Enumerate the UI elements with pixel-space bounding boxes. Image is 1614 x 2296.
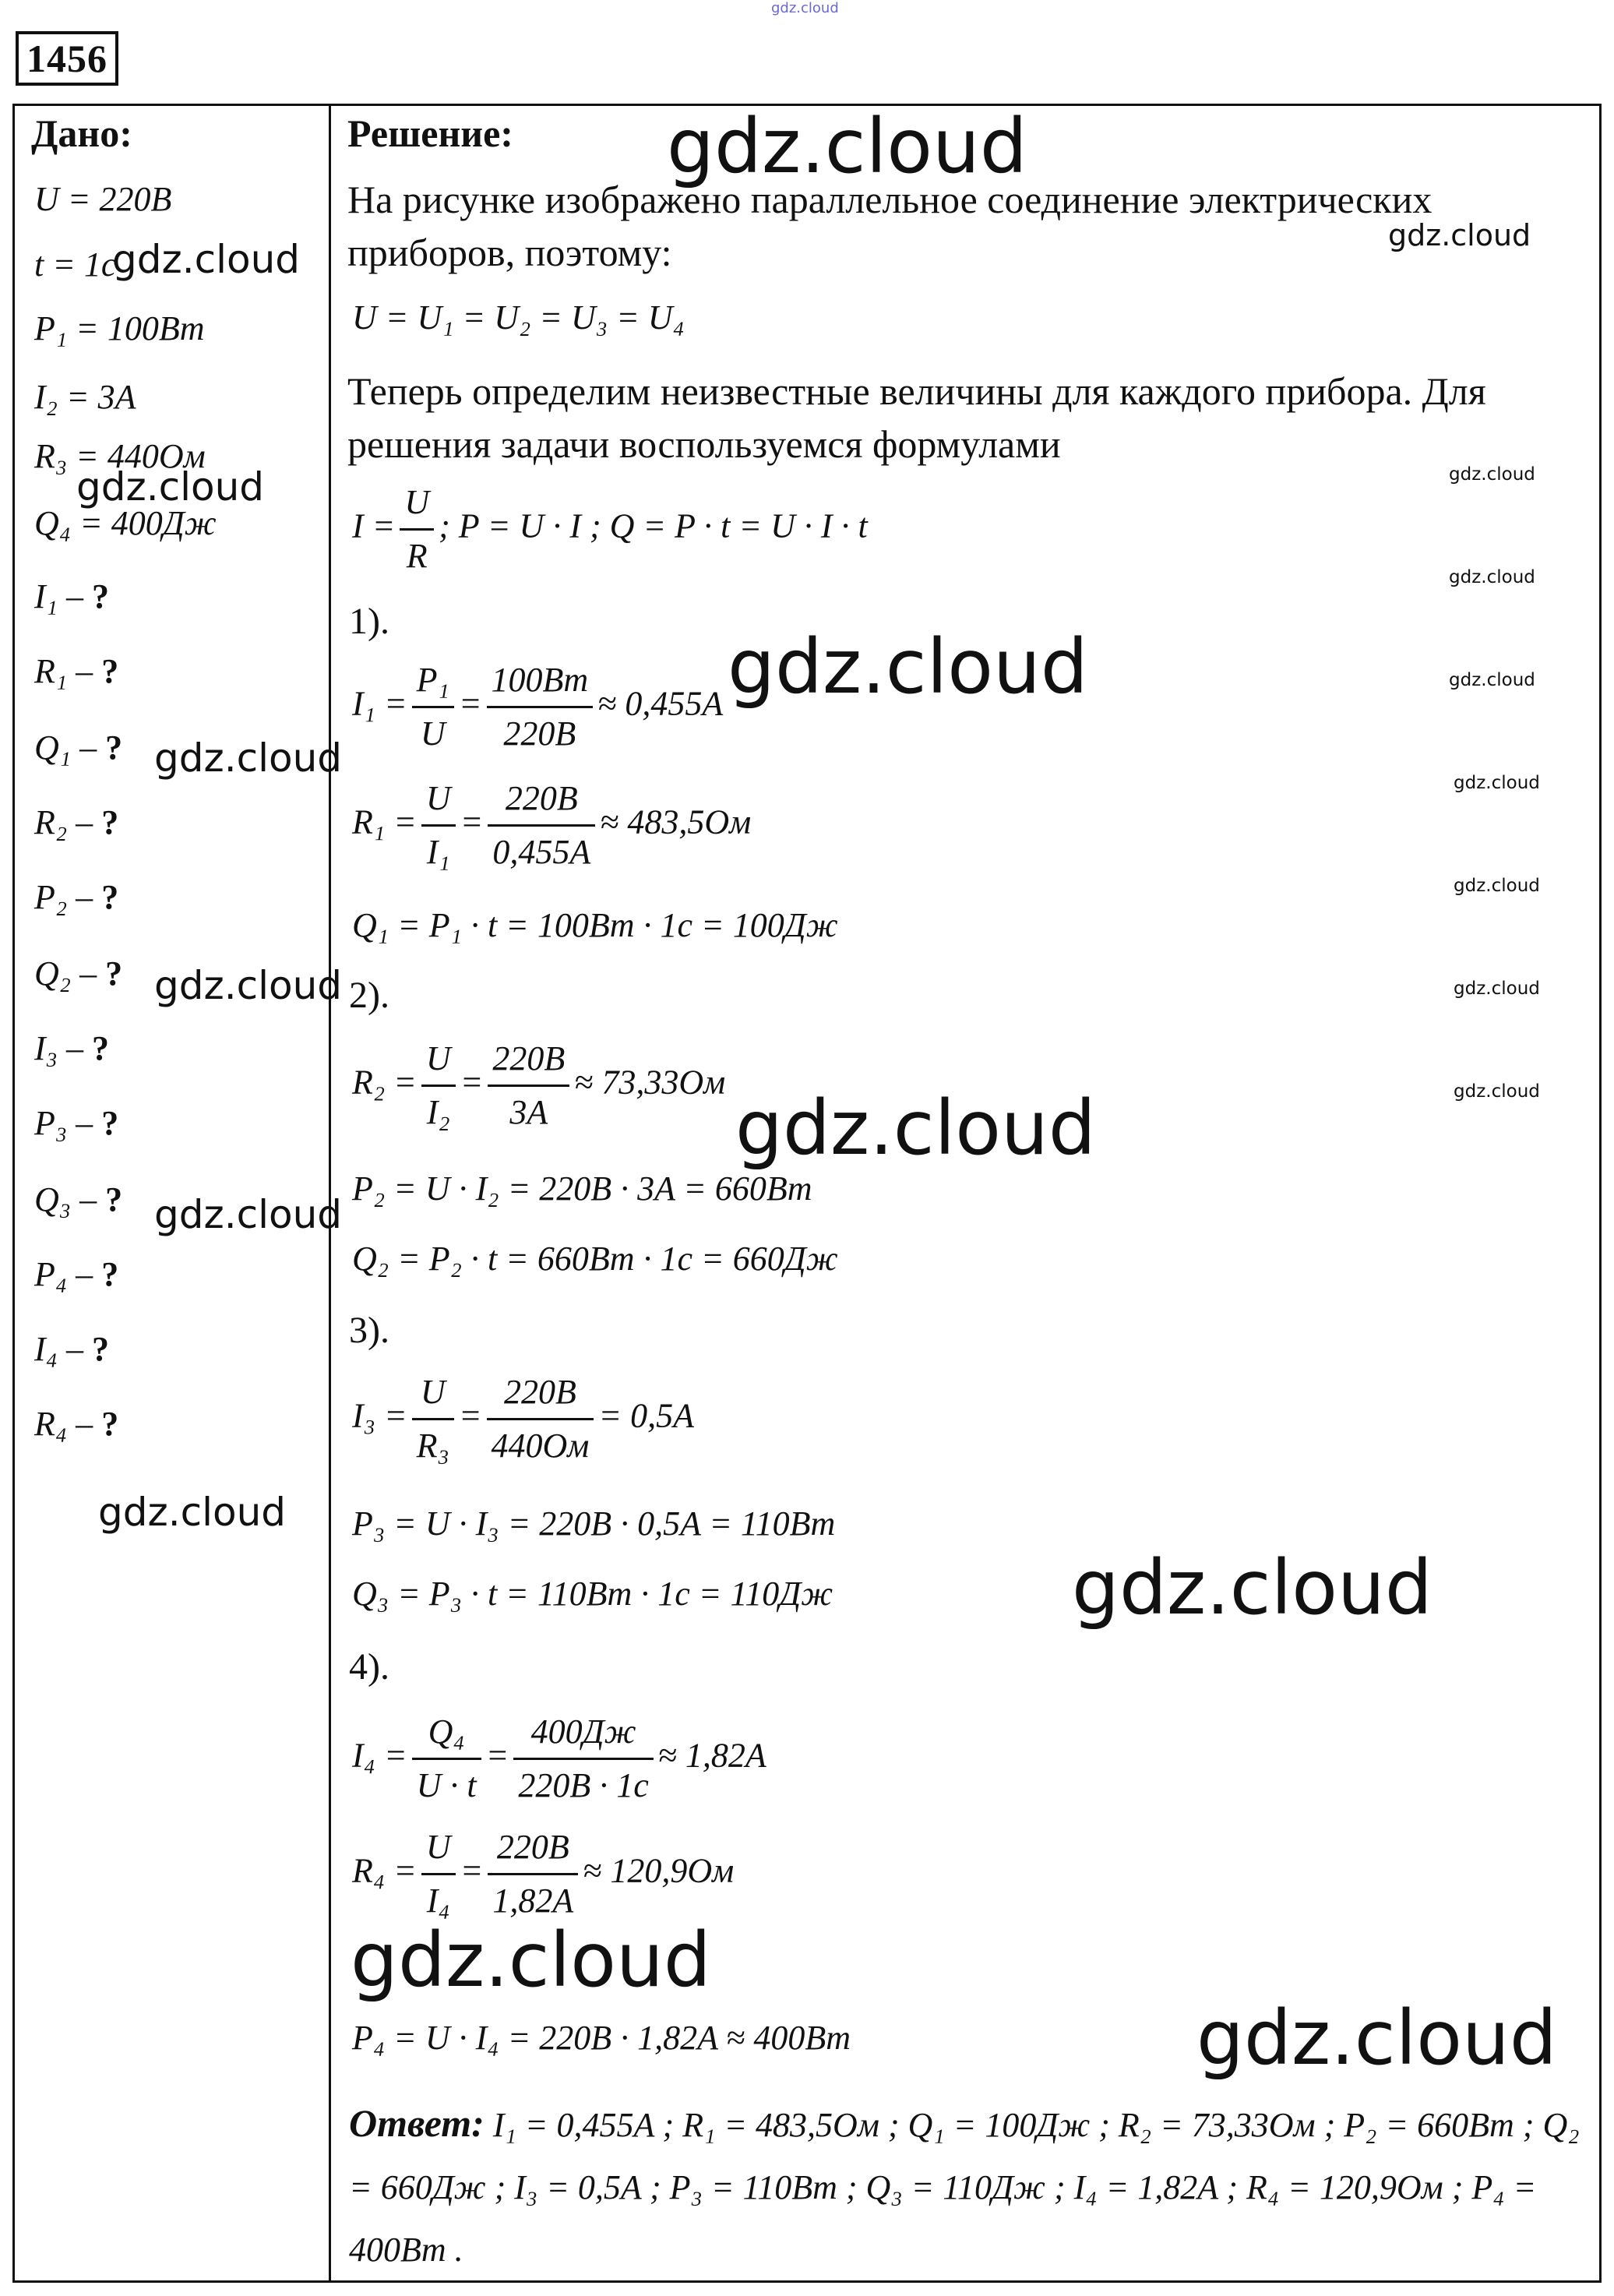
- watermark: gdz.cloud: [154, 963, 343, 1008]
- unknown-p4: P₄ – ?: [34, 1255, 119, 1293]
- calc-i1: I₁ = $\frac{\text{P₁}}{U}$ = $\frac{100Bт}{220B}$ ≈ 0,455A: [352, 654, 723, 760]
- top-watermark: gdz.cloud: [771, 0, 839, 16]
- watermark: gdz.cloud: [154, 735, 343, 781]
- given-voltage: U = 220B: [34, 180, 172, 218]
- calc-i3: I₃ = $\frac{U}{\text{R₃}}$ = $\frac{220B}{440Ом}$ = 0,5A: [352, 1367, 694, 1472]
- watermark: gdz.cloud: [1388, 218, 1531, 252]
- given-power-1: P₁ = 100Bт: [34, 309, 205, 347]
- calc-p2: P₂ = U · I₂ = 220B · 3A = 660Bт: [352, 1169, 812, 1208]
- step-2-label: 2).: [349, 975, 389, 1016]
- watermark: gdz.cloud: [1454, 876, 1540, 896]
- unknown-q1: Q₁ – ?: [34, 728, 123, 767]
- watermark: gdz.cloud: [1072, 1544, 1433, 1631]
- method-text: Теперь определим неизвестные величины для каждого прибора. Для решения задачи воспользуемся формулами: [347, 369, 1486, 466]
- given-heat-4: Q₄ = 400Дж: [34, 504, 217, 542]
- given-resistance-3: R₃ = 440Ом: [34, 437, 206, 475]
- calc-p3: P₃ = U · I₃ = 220B · 0,5A = 110Bт: [352, 1504, 836, 1543]
- unknown-r2: R₂ – ?: [34, 803, 119, 841]
- solution-title: Решение:: [347, 111, 513, 155]
- watermark: gdz.cloud: [1454, 979, 1540, 999]
- calc-r4: R₄ = $\frac{U}{\text{I₄}}$ = $\frac{220B}{1,82A}$ ≈ 120,9Ом: [352, 1822, 734, 1927]
- watermark: gdz.cloud: [98, 1490, 287, 1535]
- unknown-p3: P₃ – ?: [34, 1104, 119, 1142]
- calc-q2: Q₂ = P₂ · t = 660Bт · 1c = 660Дж: [352, 1240, 838, 1278]
- intro-text: На рисунке изображено параллельное соединение электрических приборов, поэтому:: [347, 178, 1433, 274]
- unknown-r4: R₄ – ?: [34, 1405, 119, 1443]
- watermark: gdz.cloud: [1454, 773, 1540, 793]
- given-current-2: I₂ = 3A: [34, 378, 136, 416]
- unknown-q3: Q₃ – ?: [34, 1180, 123, 1219]
- step-3-label: 3).: [349, 1310, 389, 1351]
- unknown-q2: Q₂ – ?: [34, 954, 123, 993]
- calc-q1: Q₁ = P₁ · t = 100Bт · 1c = 100Дж: [352, 906, 838, 944]
- calc-p4: P₄ = U · I₄ = 220B · 1,82A ≈ 400Bт: [352, 2019, 851, 2057]
- calc-r2: R₂ = $\frac{U}{\text{I₂}}$ = $\frac{220B}{3A}$ ≈ 73,33Ом: [352, 1033, 725, 1138]
- answer-label: Ответ:: [349, 2101, 485, 2145]
- unknown-i4: I₄ – ?: [34, 1330, 109, 1368]
- unknown-p2: P₂ – ?: [34, 878, 119, 916]
- watermark: gdz.cloud: [1454, 1081, 1540, 1102]
- watermark: gdz.cloud: [76, 464, 265, 510]
- step-4-label: 4).: [349, 1646, 389, 1688]
- unknown-i1: I₁ – ?: [34, 577, 109, 615]
- watermark: gdz.cloud: [112, 237, 301, 282]
- answer-text: I₁ = 0,455A ; R₁ = 483,5Ом ; Q₁ = 100Дж ; R₂ = 73,33Ом ; P₂ = 660Bт ; Q₂ = 660Дж ; I₃ = 0,5A ; P₃ = 110Bт ; Q₃ = 110Дж ; I₄ = 1,82A ; R₄ = 120,9Ом ; P₄ = 400Bт .: [349, 2106, 1580, 2269]
- calc-q3: Q₃ = P₃ · t = 110Bт · 1c = 110Дж: [352, 1575, 833, 1613]
- watermark: gdz.cloud: [1449, 464, 1535, 485]
- watermark: gdz.cloud: [728, 623, 1088, 711]
- watermark: gdz.cloud: [1449, 567, 1535, 587]
- watermark: gdz.cloud: [154, 1192, 343, 1237]
- watermark: gdz.cloud: [1196, 1994, 1557, 2082]
- formulas: I = $\frac{U}{R}$ ; P = U · I ; Q = P · t = U · I · t: [352, 477, 868, 582]
- watermark: gdz.cloud: [1449, 670, 1535, 690]
- unknown-i3: I₃ – ?: [34, 1029, 109, 1067]
- step-1-label: 1).: [349, 601, 389, 642]
- unknown-r1: R₁ – ?: [34, 652, 119, 690]
- given-time: t = 1c: [34, 245, 117, 284]
- answer: [349, 2092, 1588, 2281]
- watermark: gdz.cloud: [735, 1085, 1096, 1172]
- problem-number: 1456: [16, 31, 118, 86]
- watermark: gdz.cloud: [667, 103, 1027, 190]
- watermark: gdz.cloud: [351, 1917, 711, 2004]
- calc-r1: R₁ = $\frac{U}{\text{I₁}}$ = $\frac{220B}{0,455A}$ ≈ 483,5Ом: [352, 773, 751, 878]
- given-title: Дано:: [31, 111, 132, 155]
- calc-i4: I₄ = $\frac{\text{Q₄}}{U \cdot t}$ = $\frac{400Дж}{220B \cdot 1c}$ ≈ 1,82A: [352, 1706, 766, 1811]
- voltage-equation: U = U₁ = U₂ = U₃ = U₄: [352, 298, 685, 337]
